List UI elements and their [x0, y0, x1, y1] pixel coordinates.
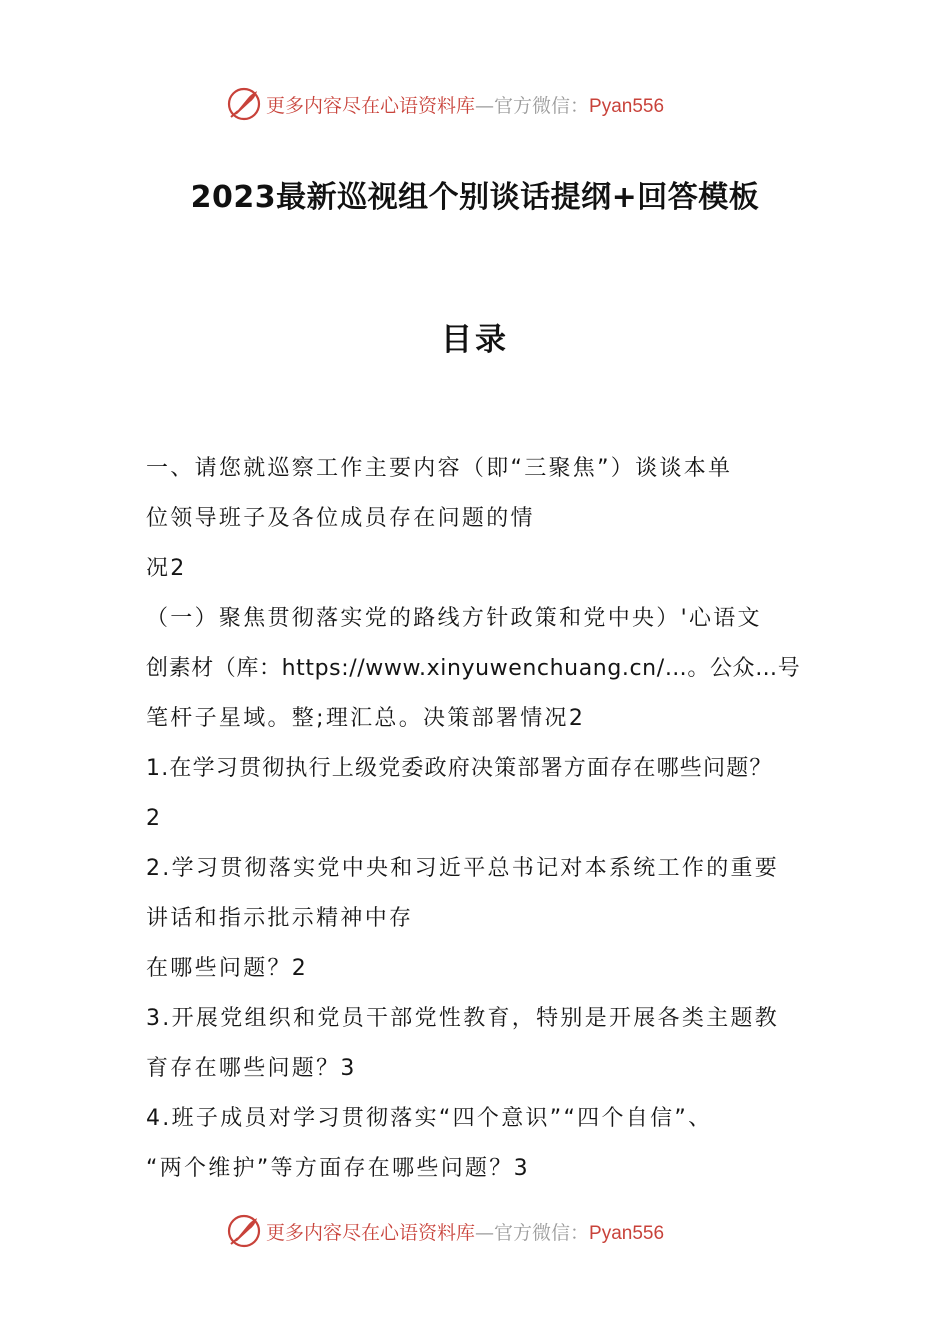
- toc-heading: 目录: [441, 322, 509, 358]
- header-banner: [226, 84, 664, 124]
- toc-line: 4.班子成员对学习贯彻落实“四个意识”“四个自信”、: [146, 1106, 713, 1131]
- footer-banner: [226, 1211, 664, 1251]
- quill-pen-logo-icon: [226, 1213, 262, 1249]
- banner-text: 更多内容尽在心语资料库—官方微信：Pyan556: [266, 1221, 665, 1244]
- toc-line: 况2: [146, 556, 187, 581]
- quill-pen-logo-icon: [226, 86, 262, 122]
- table-of-contents: [146, 444, 826, 1194]
- toc-line: 3.开展党组织和党员干部党性教育，特别是开展各类主题教: [146, 1006, 780, 1031]
- toc-line: 2: [146, 806, 163, 831]
- toc-line: 讲话和指示批示精神中存: [146, 906, 414, 931]
- toc-line: 一、请您就巡察工作主要内容（即“三聚焦”）谈谈本单: [146, 456, 733, 481]
- toc-line: “两个维护”等方面存在哪些问题？3: [146, 1156, 530, 1181]
- banner-text: 更多内容尽在心语资料库—官方微信：Pyan556: [266, 94, 665, 117]
- toc-line: 创素材（库：https://www.xinyuwenchuang.cn/…。公众…号: [146, 656, 801, 681]
- document-title: 2023最新巡视组个别谈话提纲+回答模板: [190, 180, 760, 215]
- toc-line: 位领导班子及各位成员存在问题的情: [146, 506, 535, 531]
- toc-line: 1.在学习贯彻执行上级党委政府决策部署方面存在哪些问题？: [146, 756, 773, 781]
- toc-line: 育存在哪些问题？3: [146, 1056, 357, 1081]
- toc-line: 在哪些问题？2: [146, 956, 309, 981]
- toc-line: （一）聚焦贯彻落实党的路线方针政策和党中央）'心语文: [146, 606, 762, 631]
- toc-line: 2.学习贯彻落实党中央和习近平总书记对本系统工作的重要: [146, 856, 780, 881]
- toc-line: 笔杆子星域。整;理汇总。决策部署情况2: [146, 706, 586, 731]
